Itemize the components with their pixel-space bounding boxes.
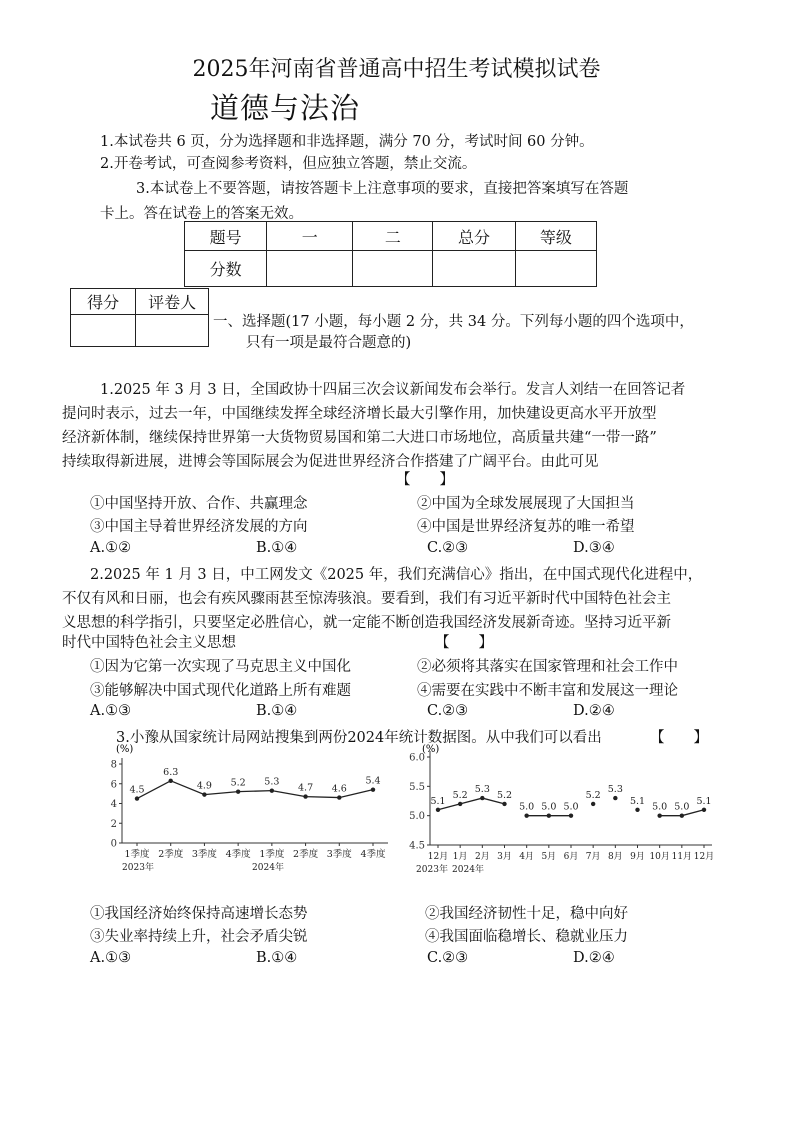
data-point [236, 789, 240, 793]
statement-option: ①我国经济始终保持高速增长态势 [90, 906, 308, 922]
year-label: 2024年 [452, 865, 484, 875]
y-tick-label: 4 [110, 799, 117, 810]
data-label: 5.0 [674, 801, 690, 813]
data-point [169, 779, 173, 783]
choice-d: D.②④ [573, 703, 615, 719]
data-point [657, 813, 661, 817]
x-tick-label: 9月 [630, 852, 645, 862]
x-tick-label: 1月 [452, 852, 468, 862]
y-tick-label: 8 [110, 759, 117, 771]
score-table-header: 题号 [185, 222, 267, 251]
question-1-line: 经济新体制，继续保持世界第一大货物贸易国和第二大进口市场地位，高质量共建“一带一路” [62, 430, 657, 446]
x-tick-label: 7月 [585, 852, 601, 862]
data-label: 5.1 [629, 795, 646, 807]
instruction-3: 3.本试卷上不要答题，请按答题卡上注意事项的要求，直接把答案填写在答题 [136, 181, 629, 197]
data-label: 5.3 [264, 776, 280, 788]
question-1-line: 1.2025 年 3 月 3 日，全国政协十四届三次会议新闻发布会举行。发言人刘结一在回答记者 [100, 382, 686, 398]
y-tick-label: 2 [110, 818, 117, 830]
x-tick-label: 2月 [474, 852, 490, 862]
score-table [184, 221, 597, 287]
choice-a: A.①③ [90, 950, 132, 966]
score-table-header: 一 [267, 222, 353, 251]
data-point [337, 795, 341, 799]
data-label: 5.0 [563, 801, 579, 813]
answer-bracket: 【 】 [650, 730, 708, 746]
choice-b: B.①④ [256, 950, 298, 966]
choice-d: D.③④ [573, 540, 615, 556]
data-label: 5.4 [365, 775, 381, 787]
year-label: 2023年 [416, 865, 448, 875]
score-cell [267, 251, 353, 287]
score-cell [515, 251, 596, 287]
score-row-label: 分数 [185, 251, 267, 287]
data-point [569, 813, 573, 817]
statement-option: ②中国为全球发展展现了大国担当 [417, 496, 635, 512]
section-heading-cont: 只有一项是最符合题意的) [246, 335, 412, 351]
data-point [436, 808, 440, 812]
statement-option: ④我国面临稳增长、稳就业压力 [425, 929, 628, 945]
data-point [202, 792, 206, 796]
data-point [270, 788, 274, 792]
y-tick-label: 6 [110, 779, 117, 791]
data-point [591, 802, 595, 806]
choice-b: B.①④ [256, 703, 298, 719]
question-1-line: 持续取得新进展，进博会等国际展会为促进世界经济合作搭建了广阔平台。由此可见 [62, 454, 599, 470]
data-point [303, 794, 307, 798]
x-tick-label: 3季度 [191, 849, 217, 860]
statement-option: ③中国主导着世界经济发展的方向 [90, 519, 308, 535]
question-1-line: 提问时表示，过去一年，中国继续发挥全球经济增长最大引擎作用，加快建设更高水平开放型 [62, 406, 657, 422]
data-label: 5.2 [452, 789, 468, 801]
choice-a: A.①③ [90, 703, 132, 719]
data-label: 4.7 [298, 782, 314, 794]
statement-option: ③能够解决中国式现代化道路上所有难题 [90, 683, 351, 699]
choice-c: C.②③ [427, 703, 469, 719]
y-tick-label: 5.5 [409, 781, 425, 793]
grader-cell [136, 315, 209, 347]
year-label: 2024年 [252, 863, 284, 873]
exam-title: 2025年河南省普通高中招生考试模拟试卷 [192, 57, 601, 82]
y-tick-label: 0 [110, 838, 117, 850]
x-tick-label: 1季度 [259, 849, 285, 860]
data-label: 5.1 [696, 795, 712, 807]
year-label: 2023年 [122, 863, 154, 873]
x-tick-label: 4季度 [225, 849, 251, 860]
data-label: 5.3 [474, 784, 490, 796]
y-tick-label: 4.5 [409, 840, 425, 852]
instruction-3-cont: 卡上。答在试卷上的答案无效。 [100, 206, 303, 222]
data-label: 5.2 [496, 789, 513, 801]
grader-table [70, 288, 209, 347]
statement-option: ②我国经济韧性十足，稳中向好 [425, 906, 628, 922]
choice-c: C.②③ [427, 540, 469, 556]
x-tick-label: 11月 [671, 852, 693, 862]
score-cell [433, 251, 515, 287]
answer-bracket: 【 】 [435, 635, 493, 651]
data-point [480, 796, 484, 800]
data-point [635, 808, 639, 812]
x-tick-label: 6月 [563, 852, 579, 862]
data-label: 5.3 [607, 784, 623, 796]
data-label: 5.1 [430, 795, 446, 807]
data-label: 5.2 [585, 789, 601, 801]
x-tick-label: 5月 [541, 852, 557, 862]
x-tick-label: 4月 [519, 852, 535, 862]
x-tick-label: 10月 [649, 852, 670, 862]
answer-bracket: 【 】 [396, 472, 454, 488]
x-tick-label: 8月 [607, 852, 623, 862]
statement-option: ①中国坚持开放、合作、共赢理念 [90, 496, 308, 512]
data-point [702, 808, 706, 812]
question-2-line: 时代中国特色社会主义思想 [62, 635, 236, 651]
data-point [613, 796, 617, 800]
data-point [680, 813, 684, 817]
data-label: 4.5 [129, 784, 145, 796]
data-point [371, 787, 375, 791]
data-point [502, 802, 506, 806]
statement-option: ④中国是世界经济复苏的唯一希望 [417, 519, 635, 535]
y-tick-label: 5.0 [409, 811, 425, 823]
gdp-growth-chart [88, 740, 398, 880]
choice-d: D.②④ [573, 950, 615, 966]
x-tick-label: 4季度 [360, 849, 386, 860]
data-label: 6.3 [163, 766, 179, 778]
choice-b: B.①④ [256, 540, 298, 556]
data-point [135, 796, 139, 800]
statement-option: ④需要在实践中不断丰富和发展这一理论 [417, 683, 678, 699]
x-tick-label: 3季度 [326, 849, 352, 860]
question-2-line: 义思想的科学指引，只要坚定必胜信心，就一定能不断创造我国经济发展新奇迹。坚持习近平新 [62, 615, 671, 631]
instruction-2: 2.开卷考试，可查阅参考资料，但应独立答题，禁止交流。 [100, 156, 477, 172]
grader-cell [71, 315, 136, 347]
x-tick-label: 3月 [497, 852, 512, 862]
score-table-header: 二 [353, 222, 433, 251]
series-line [438, 798, 505, 810]
unemployment-rate-chart [400, 740, 720, 880]
subject-title: 道德与法治 [210, 91, 361, 125]
question-2-line: 2.2025 年 1 月 3 日，中工网发文《2025 年，我们充满信心》指出，在中国式现代化进程中， [90, 567, 703, 583]
score-cell [353, 251, 433, 287]
data-label: 4.6 [331, 783, 347, 795]
x-tick-label: 12月 [427, 852, 449, 862]
data-label: 5.0 [519, 801, 535, 813]
x-tick-label: 1季度 [124, 849, 150, 860]
data-label: 5.0 [541, 801, 557, 813]
data-point [547, 813, 551, 817]
x-tick-label: 2季度 [293, 849, 319, 860]
grader-table-header: 评卷人 [136, 289, 209, 315]
section-heading: 一、选择题(17 小题，每小题 2 分，共 34 分。下列每小题的四个选项中， [213, 314, 694, 330]
question-3-line: 3.小豫从国家统计局网站搜集到两份2024年统计数据图。从中我们可以看出 [116, 730, 602, 746]
score-table-header: 总分 [433, 222, 515, 251]
y-axis-unit: (%) [116, 744, 134, 755]
data-label: 5.0 [652, 801, 668, 813]
data-point [458, 802, 462, 806]
instruction-1: 1.本试卷共 6 页，分为选择题和非选择题，满分 70 分，考试时间 60 分钟。 [100, 134, 594, 150]
data-label: 5.2 [230, 777, 246, 789]
x-tick-label: 2季度 [158, 849, 184, 860]
grader-table-header: 得分 [71, 289, 136, 315]
data-label: 4.9 [196, 780, 212, 792]
x-tick-label: 12月 [693, 852, 715, 862]
choice-a: A.①② [90, 540, 132, 556]
statement-option: ②必须将其落实在国家管理和社会工作中 [417, 659, 678, 675]
statement-option: ①因为它第一次实现了马克思主义中国化 [90, 659, 351, 675]
y-axis-unit: (%) [422, 744, 440, 755]
data-point [524, 813, 528, 817]
statement-option: ③失业率持续上升，社会矛盾尖锐 [90, 929, 308, 945]
score-table-header: 等级 [515, 222, 596, 251]
question-2-line: 不仅有风和日丽，也会有疾风骤雨甚至惊涛骇浪。要看到，我们有习近平新时代中国特色社会主 [62, 591, 671, 607]
y-tick-label: 6.0 [409, 752, 425, 764]
choice-c: C.②③ [427, 950, 469, 966]
